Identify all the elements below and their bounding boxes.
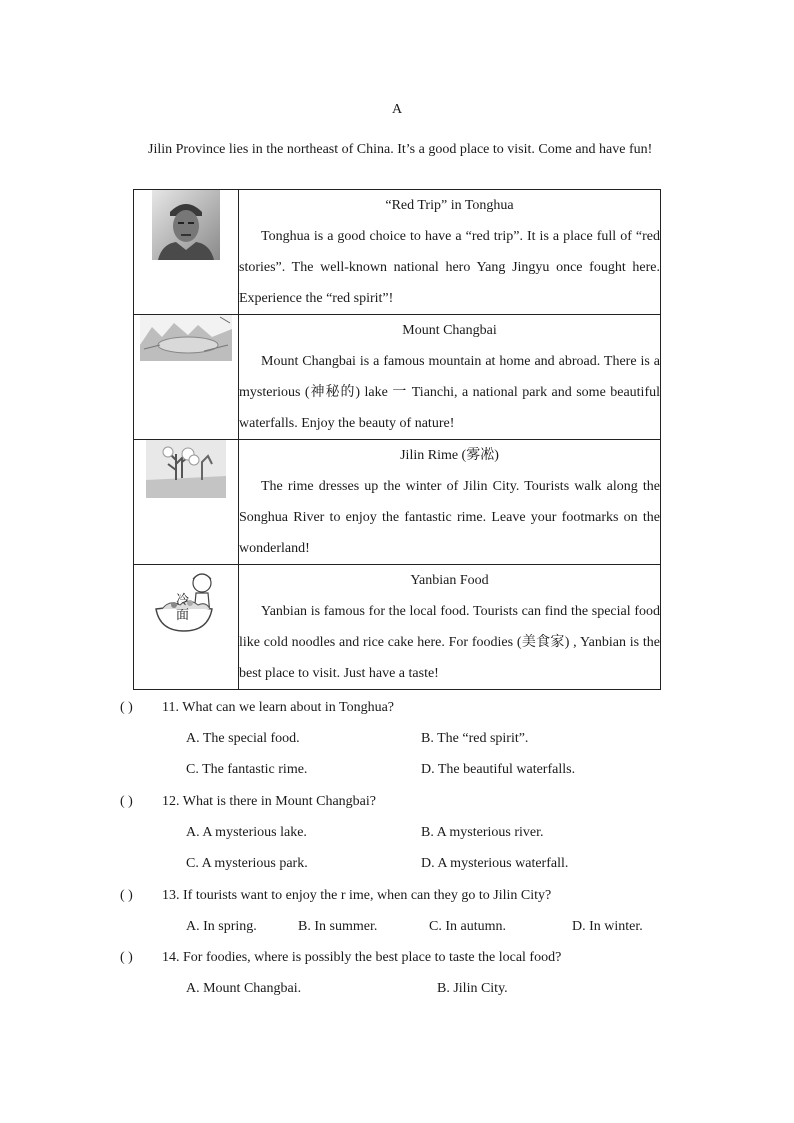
table-row — [134, 565, 661, 690]
option-d: D. The beautiful waterfalls. — [421, 762, 576, 777]
section-title: A — [391, 102, 403, 117]
row-body: Yanbian is famous for the local food. Tourists can find the special food like cold noodles and rice cake here. For foodies (美食家) , Yanbian is the best place to visit. Just have a taste! — [239, 604, 660, 681]
image-cell — [134, 315, 239, 440]
option-a: A. In spring. — [186, 919, 257, 934]
question-13 — [120, 880, 680, 942]
option-a: A. Mount Changbai. — [186, 981, 302, 996]
row-title: “Red Trip” in Tonghua — [385, 198, 514, 213]
option-a: A. A mysterious lake. — [186, 825, 307, 840]
answer-blank[interactable]: ( ) — [120, 888, 133, 903]
option-b: B. A mysterious river. — [421, 825, 544, 840]
rime-tree-icon — [146, 440, 226, 498]
option-c: C. In autumn. — [429, 919, 506, 934]
answer-blank[interactable]: ( ) — [120, 794, 133, 809]
row-body: The rime dresses up the winter of Jilin City. Tourists walk along the Songhua River to enjoy the fantastic rime. Leave your footmarks on the wonderland! — [239, 479, 660, 556]
question-stem: 14. For foodies, where is possibly the best place to taste the local food? — [162, 950, 562, 965]
question-11 — [120, 692, 680, 785]
option-d: D. A mysterious waterfall. — [421, 856, 569, 871]
text-cell — [239, 565, 661, 690]
attractions-table — [133, 189, 661, 690]
table-row — [134, 440, 661, 565]
noodle-label: 冷面 — [176, 593, 190, 623]
question-14 — [120, 942, 680, 1004]
question-12 — [120, 786, 680, 879]
question-stem: 13. If tourists want to enjoy the r ime, when can they go to Jilin City? — [162, 888, 552, 903]
answer-blank[interactable]: ( ) — [120, 700, 133, 715]
table-row — [134, 315, 661, 440]
text-cell — [239, 315, 661, 440]
option-c: C. The fantastic rime. — [186, 762, 308, 777]
row-title: Mount Changbai — [402, 323, 497, 338]
option-b: B. The “red spirit”. — [421, 731, 529, 746]
answer-blank[interactable]: ( ) — [120, 950, 133, 965]
image-cell — [134, 190, 239, 315]
option-b: B. In summer. — [298, 919, 378, 934]
mountain-lake-icon — [140, 315, 232, 361]
image-cell — [134, 565, 239, 690]
option-a: A. The special food. — [186, 731, 300, 746]
row-title: Yanbian Food — [410, 573, 489, 588]
text-cell — [239, 190, 661, 315]
table-row — [134, 190, 661, 315]
intro-paragraph: Jilin Province lies in the northeast of China. It’s a good place to visit. Come and have fun! — [148, 142, 653, 157]
question-stem: 12. What is there in Mount Changbai? — [162, 794, 376, 809]
text-cell — [239, 440, 661, 565]
option-c: C. A mysterious park. — [186, 856, 308, 871]
option-d: D. In winter. — [572, 919, 643, 934]
portrait-icon — [152, 190, 220, 260]
image-cell — [134, 440, 239, 565]
row-body: Mount Changbai is a famous mountain at home and abroad. There is a mysterious (神秘的) lake 一 Tianchi, a national park and some beautiful waterfalls. Enjoy the beauty of nature! — [239, 354, 660, 431]
option-b: B. Jilin City. — [437, 981, 508, 996]
row-body: Tonghua is a good choice to have a “red trip”. It is a place full of “red stories”. The well-known national hero Yang Jingyu once fought here. Experience the “red spirit”! — [239, 229, 660, 306]
question-stem: 11. What can we learn about in Tonghua? — [162, 700, 395, 715]
row-title: Jilin Rime (雾凇) — [400, 448, 499, 463]
